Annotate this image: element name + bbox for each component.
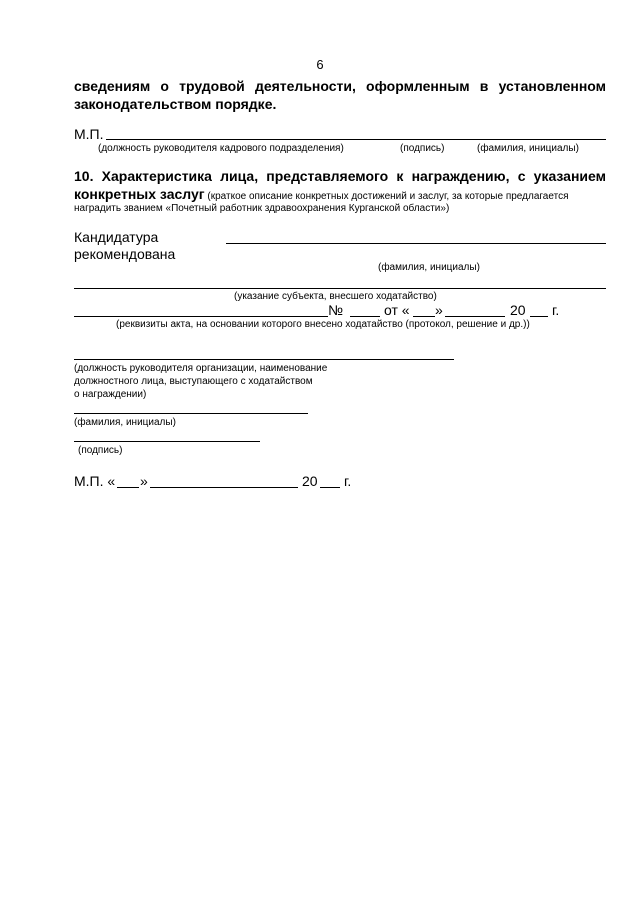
section10-heading-line1: 10. Характеристика лица, представляемого к награждению, с указанием: [74, 168, 606, 184]
day-line: [413, 316, 435, 317]
candidacy-label-line1: Кандидатура: [74, 229, 159, 245]
footer-mp-label: М.П. «: [74, 473, 116, 489]
head-caption-line3: о награждении): [74, 389, 147, 400]
candidacy-line: [226, 243, 606, 244]
head-signature-line: [74, 441, 260, 442]
caption-name: (фамилия, инициалы): [477, 143, 579, 154]
caption-signature: (подпись): [400, 143, 445, 154]
subject-line: [74, 288, 606, 289]
intro-line-2: законодательством порядке.: [74, 96, 277, 112]
footer-quote-close: »: [140, 473, 148, 489]
quote-close: »: [435, 302, 443, 318]
g-label: г.: [552, 302, 560, 318]
footer-g-label: г.: [344, 473, 352, 489]
section10-line2: [74, 186, 568, 204]
footer-day-line: [117, 487, 139, 488]
caption-subject: (указание субъекта, внесшего ходатайство): [234, 291, 437, 302]
mp-label: М.П.: [74, 126, 104, 142]
from-label: от «: [384, 302, 410, 318]
page-number: 6: [316, 57, 324, 72]
section10-line3: наградить званием «Почетный работник здравоохранения Курганской области»): [74, 203, 450, 214]
section10-small-text: (краткое описание конкретных достижений и заслуг, за которые предлагается: [204, 191, 569, 202]
caption-hr-position: (должность руководителя кадрового подразделения): [98, 143, 344, 154]
footer-month-line: [150, 487, 298, 488]
footer-year-label: 20: [302, 473, 318, 489]
head-position-line: [74, 359, 454, 360]
requisites-line: [74, 316, 328, 317]
mp-signature-line: [106, 139, 606, 140]
year-label: 20: [510, 302, 526, 318]
head-caption-line2: должностного лица, выступающего с ходатайством: [74, 376, 313, 387]
head-caption-signature: (подпись): [78, 445, 123, 456]
month-line: [445, 316, 505, 317]
footer-year-line: [320, 487, 340, 488]
number-label: №: [328, 302, 344, 318]
candidacy-label-line2: рекомендована: [74, 246, 176, 262]
number-line: [350, 316, 380, 317]
candidacy-caption-name: (фамилия, инициалы): [378, 262, 480, 273]
head-name-line: [74, 413, 308, 414]
year-line: [530, 316, 548, 317]
intro-line-1: сведениям о трудовой деятельности, оформленным в установленном: [74, 78, 606, 94]
head-caption-line1: (должность руководителя организации, наименование: [74, 363, 328, 374]
section10-bold-text: конкретных заслуг: [74, 186, 205, 202]
caption-requisites: (реквизиты акта, на основании которого внесено ходатайство (протокол, решение и др.)): [116, 319, 530, 330]
head-caption-name: (фамилия, инициалы): [74, 417, 176, 428]
